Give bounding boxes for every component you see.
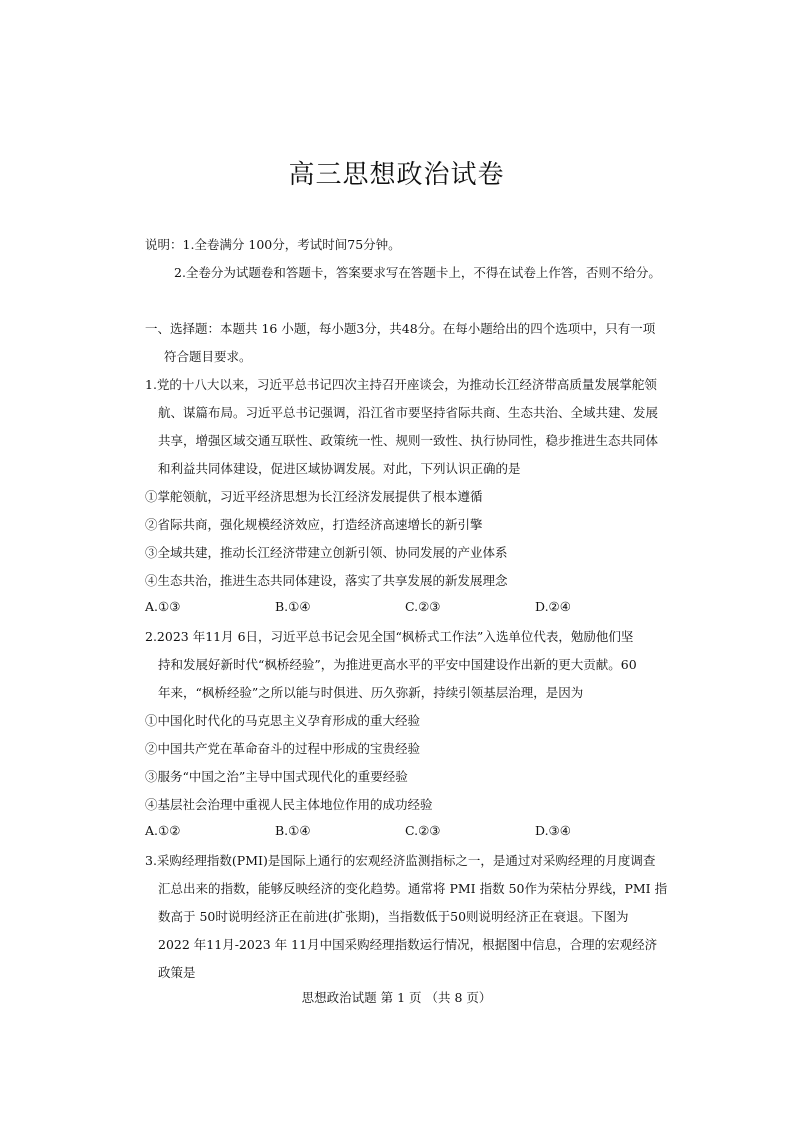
q2-stem-line-2: 持和发展好新时代“枫桥经验”，为推进更高水平的平安中国建设作出新的更大贡献。60 [158,657,637,672]
q3-stem-line-3: 数高于 50时说明经济正在前进(扩张期)，当指数低于50则说明经济正在衰退。下图为 [158,909,629,924]
section-heading-line-2: 符合题目要求。 [164,349,252,364]
q3-stem-line-5: 政策是 [158,965,196,980]
q2-option-d[interactable]: D.③④ [535,823,571,838]
q2-options [145,823,665,838]
q1-option-a[interactable]: A.①③ [145,599,181,614]
q1-option-d[interactable]: D.②④ [535,599,571,614]
q2-item-1: ①中国化时代化的马克思主义孕育形成的重大经验 [145,713,421,728]
q1-stem-line-1: 1.党的十八大以来，习近平总书记四次主持召开座谈会，为推动长江经济带高质量发展掌舵领 [145,377,657,392]
q2-option-b[interactable]: B.①④ [275,823,311,838]
section-heading-line-1: 一、选择题：本题共 16 小题，每小题3分，共48分。在每小题给出的四个选项中，只有一项 [145,321,656,336]
q2-stem-line-3: 年来，“枫桥经验”之所以能与时俱进、历久弥新，持续引领基层治理，是因为 [158,685,584,700]
q3-stem-line-2: 汇总出来的指数，能够反映经济的变化趋势。通常将 PMI 指数 50作为荣枯分界线，PMI 指 [158,881,668,896]
page-footer: 思想政治试题 第 1 页 （共 8 页） [301,990,492,1005]
q1-options [145,599,665,614]
q1-item-1: ①掌舵领航，习近平经济思想为长江经济发展提供了根本遵循 [145,489,483,504]
q1-item-4: ④生态共治，推进生态共同体建设，落实了共享发展的新发展理念 [145,573,508,588]
q2-item-2: ②中国共产党在革命奋斗的过程中形成的宝贵经验 [145,741,421,756]
instructions-line-1: 说明：1.全卷满分 100分，考试时间75分钟。 [145,237,401,252]
q3-stem-line-4: 2022 年11月-2023 年 11月中国采购经理指数运行情况，根据图中信息，合理的宏观经济 [158,937,658,952]
instructions-line-2: 2.全卷分为试题卷和答题卡，答案要求写在答题卡上，不得在试卷上作答，否则不给分。 [174,265,661,280]
q1-stem-line-4: 和利益共同体建设，促进区域协调发展。对此，下列认识正确的是 [158,461,521,476]
q1-stem-line-3: 共享，增强区域交通互联性、政策统一性、规则一致性、执行协同性，稳步推进生态共同体 [158,433,659,448]
exam-title: 高三思想政治试卷 [288,160,505,190]
q2-option-a[interactable]: A.①② [145,823,181,838]
q2-option-c[interactable]: C.②③ [405,823,441,838]
q1-item-2: ②省际共商，强化规模经济效应，打造经济高速增长的新引擎 [145,517,483,532]
q2-item-4: ④基层社会治理中重视人民主体地位作用的成功经验 [145,797,433,812]
q1-option-b[interactable]: B.①④ [275,599,311,614]
q1-option-c[interactable]: C.②③ [405,599,441,614]
q2-stem-line-1: 2.2023 年11月 6日，习近平总书记会见全国“枫桥式工作法”入选单位代表，勉励他们坚 [145,629,634,644]
q1-stem-line-2: 航、谋篇布局。习近平总书记强调，沿江省市要坚持省际共商、生态共治、全域共建、发展 [158,405,659,420]
q3-stem-line-1: 3.采购经理指数(PMI)是国际上通行的宏观经济监测指标之一，是通过对采购经理的月度调查 [145,853,656,868]
q2-item-3: ③服务“中国之治”主导中国式现代化的重要经验 [145,769,408,784]
q1-item-3: ③全域共建，推动长江经济带建立创新引领、协同发展的产业体系 [145,545,508,560]
